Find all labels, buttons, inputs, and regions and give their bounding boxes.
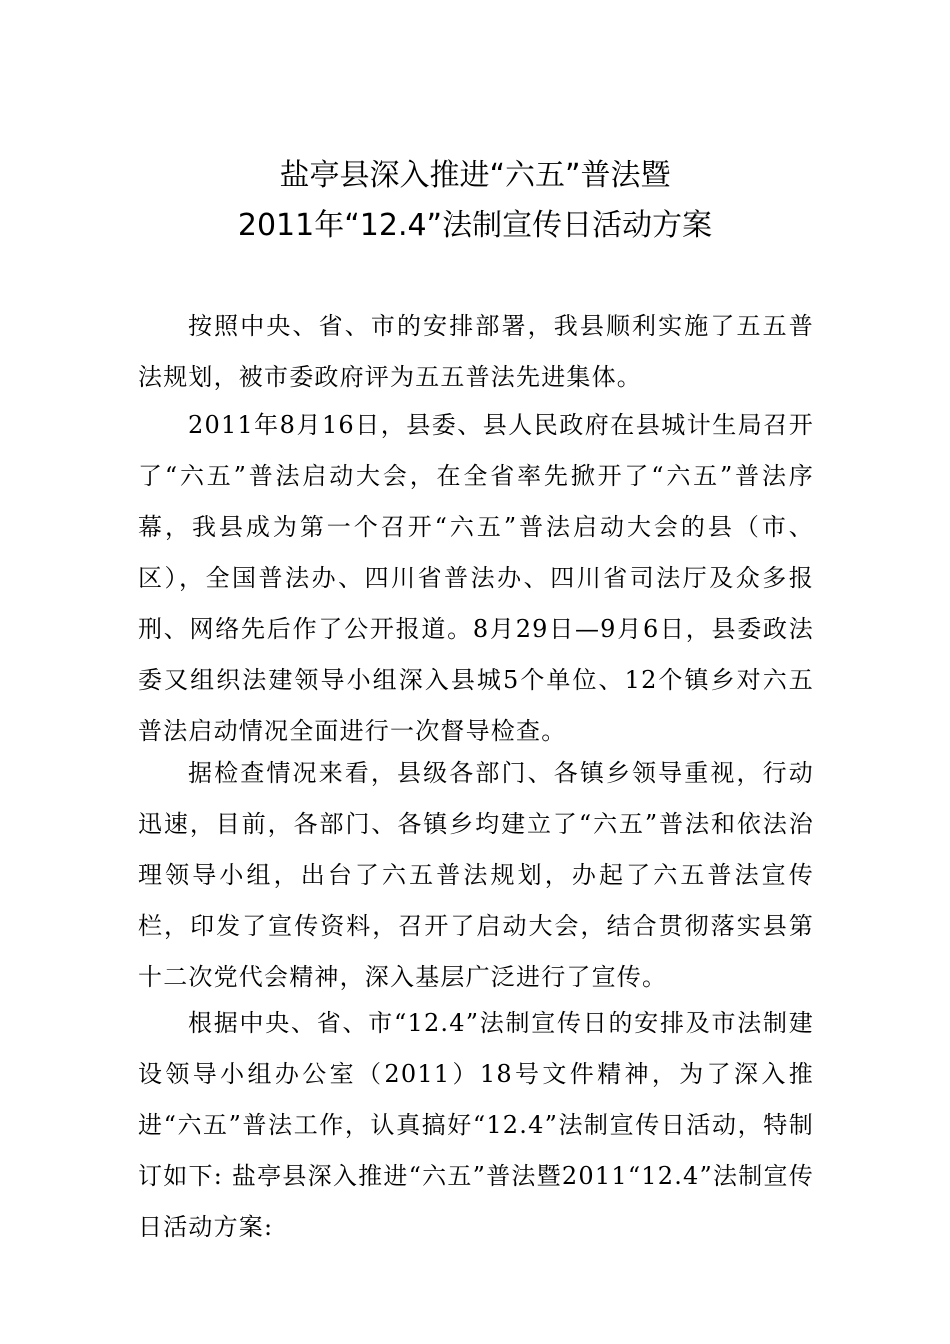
paragraph-4: 根据中央、省、市“12.4”法制宣传日的安排及市法制建设领导小组办公室（2011）18号文件精神，为了深入推进“六五”普法工作，认真搞好“12.4”法制宣传日活动，特制订如下: 盐亭县深入推进“六五”普法暨2011“12.4”法制宣传日活动方案: [138, 1009, 814, 1241]
paragraph-3: 据检查情况来看，县级各部门、各镇乡领导重视，行动迅速，目前，各部门、各镇乡均建立了“六五”普法和依法治理领导小组，出台了六五普法规划，办起了六五普法宣传栏，印发了宣传资料，召开了启动大会，结合贯彻落实县第十二次党代会精神，深入基层广泛进行了宣传。 [138, 759, 814, 991]
paragraph-1: 按照中央、省、市的安排部署，我县顺利实施了五五普法规划，被市委政府评为五五普法先进集体。 [138, 312, 814, 391]
document-title-line-2: 2011年“12.4”法制宣传日活动方案 [237, 208, 713, 243]
document-title-line-1: 盐亭县深入推进“六五”普法暨 [279, 158, 671, 193]
paragraph-2: 2011年8月16日，县委、县人民政府在县城计生局召开了“六五”普法启动大会，在全省率先掀开了“六五”普法序幕，我县成为第一个召开“六五”普法启动大会的县（市、区），全国普法办、四川省普法办、四川省司法厅及众多报刑、网络先后作了公开报道。8月29日—9月6日，县委政法委又组织法建领导小组深入县城5个单位、12个镇乡对六五普法启动情况全面进行一次督导检查。 [138, 411, 814, 745]
